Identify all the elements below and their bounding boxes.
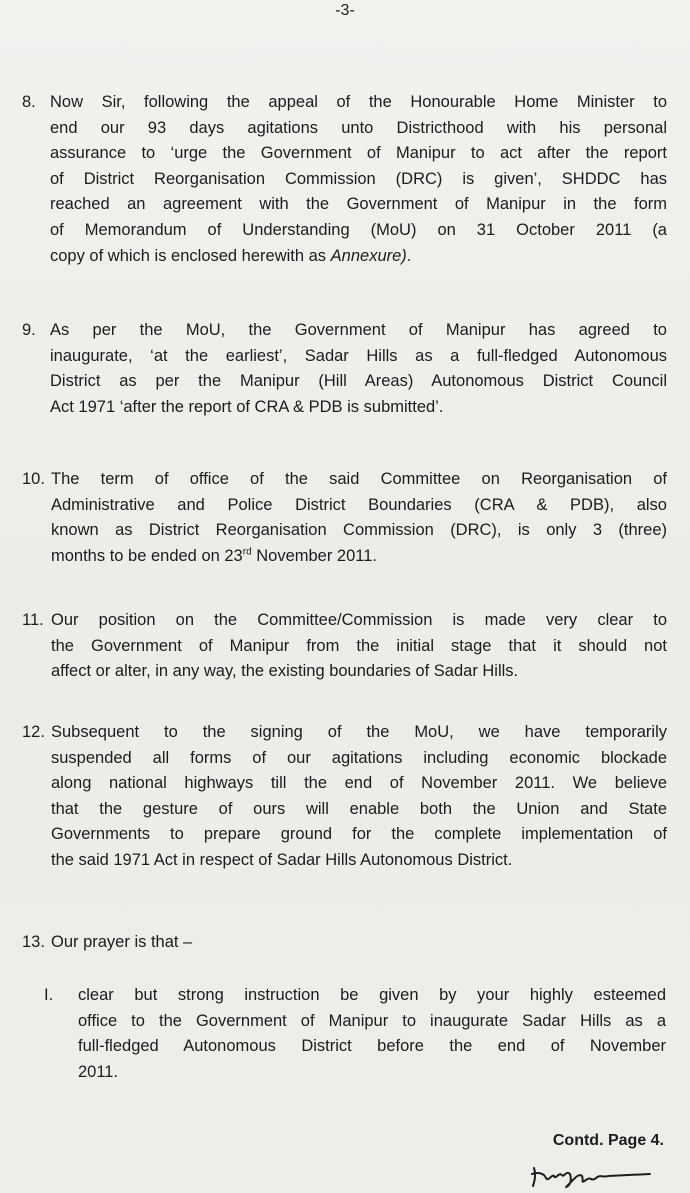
- text-line: along national highways till the end of November 2011. We believe: [51, 774, 667, 793]
- text-segment: copy of which is enclosed herewith as: [50, 246, 327, 265]
- text-line: end our 93 days agitations unto Districthood with his personal: [50, 118, 667, 137]
- paragraph-text: [51, 720, 667, 874]
- paragraph-number: 13.: [22, 933, 45, 951]
- text-line: [51, 544, 667, 570]
- page-number: -3-: [335, 2, 355, 19]
- text-line: Administrative and Police District Boundaries (CRA & PDB), also: [51, 495, 667, 514]
- continued-note: Contd. Page 4.: [552, 1132, 664, 1149]
- text-line: As per the MoU, the Government of Manipur has agreed to: [50, 321, 667, 339]
- paragraph-number: 10.: [22, 470, 45, 488]
- item-text: [78, 983, 666, 1085]
- paragraph-text: [51, 930, 667, 956]
- text-line: Act 1971 ‘after the report of CRA & PDB is submitted’.: [50, 397, 444, 416]
- paragraph-text: [51, 608, 667, 685]
- text-segment: months to be ended on 23: [51, 546, 243, 565]
- text-line: full-fledged Autonomous District before the end of November: [78, 1037, 666, 1056]
- paragraph-number: 8.: [22, 93, 36, 111]
- paragraph-11: [22, 608, 667, 685]
- text-line: inaugurate, ‘at the earliest’, Sadar Hills as a full-fledged Autonomous: [50, 346, 667, 365]
- text-line: District as per the Manipur (Hill Areas) Autonomous District Council: [50, 372, 667, 391]
- text-line: 2011.: [78, 1062, 119, 1081]
- text-line: Our prayer is that –: [51, 933, 193, 951]
- annexure-reference: Annexure): [330, 246, 407, 265]
- text-line: clear but strong instruction be given by your highly esteemed: [78, 986, 666, 1004]
- paragraph-9: [22, 318, 667, 420]
- paragraph-13: [22, 930, 667, 956]
- paragraph-10: [22, 467, 667, 569]
- text-line: office to the Government of Manipur to inaugurate Sadar Hills as a: [78, 1011, 666, 1030]
- text-line: the Government of Manipur from the initial stage that it should not: [51, 636, 667, 655]
- paragraph-number: 9.: [22, 321, 36, 339]
- item-number: I.: [44, 986, 54, 1004]
- paragraph-8: [22, 90, 667, 269]
- text-line: known as District Reorganisation Commission (DRC), is only 3 (three): [51, 521, 667, 540]
- paragraph-number: 12.: [22, 723, 45, 741]
- text-line: Governments to prepare ground for the complete implementation of: [51, 825, 667, 844]
- handwritten-signature-icon: [526, 1160, 656, 1190]
- text-segment: .: [406, 246, 412, 265]
- text-line: of Memorandum of Understanding (MoU) on 31 October 2011 (a: [50, 220, 667, 239]
- text-line: affect or alter, in any way, the existing boundaries of Sadar Hills.: [51, 662, 519, 681]
- text-line: of District Reorganisation Commission (DRC) is given’, SHDDC has: [50, 169, 667, 188]
- text-line: that the gesture of ours will enable both the Union and State: [51, 799, 667, 818]
- text-line: assurance to ‘urge the Government of Manipur to act after the report: [50, 144, 667, 163]
- paragraph-number: 11.: [22, 611, 44, 629]
- paragraph-text: [50, 90, 667, 269]
- paragraph-text: [51, 467, 667, 569]
- text-line: suspended all forms of our agitations including economic blockade: [51, 748, 667, 767]
- text-line: Subsequent to the signing of the MoU, we have temporarily: [51, 723, 667, 741]
- ordinal-suffix: rd: [242, 546, 252, 558]
- text-line: Our position on the Committee/Commission is made very clear to: [51, 611, 667, 629]
- prayer-item-1: [44, 983, 666, 1085]
- text-line: Now Sir, following the appeal of the Honourable Home Minister to: [50, 93, 667, 111]
- paragraph-text: [50, 318, 667, 420]
- paragraph-12: [22, 720, 667, 874]
- text-line: the said 1971 Act in respect of Sadar Hills Autonomous District.: [51, 850, 513, 869]
- text-segment: November 2011.: [251, 546, 377, 565]
- text-line: reached an agreement with the Government of Manipur in the form: [50, 195, 667, 214]
- text-line: The term of office of the said Committee on Reorganisation of: [51, 470, 667, 488]
- text-line: [50, 244, 667, 270]
